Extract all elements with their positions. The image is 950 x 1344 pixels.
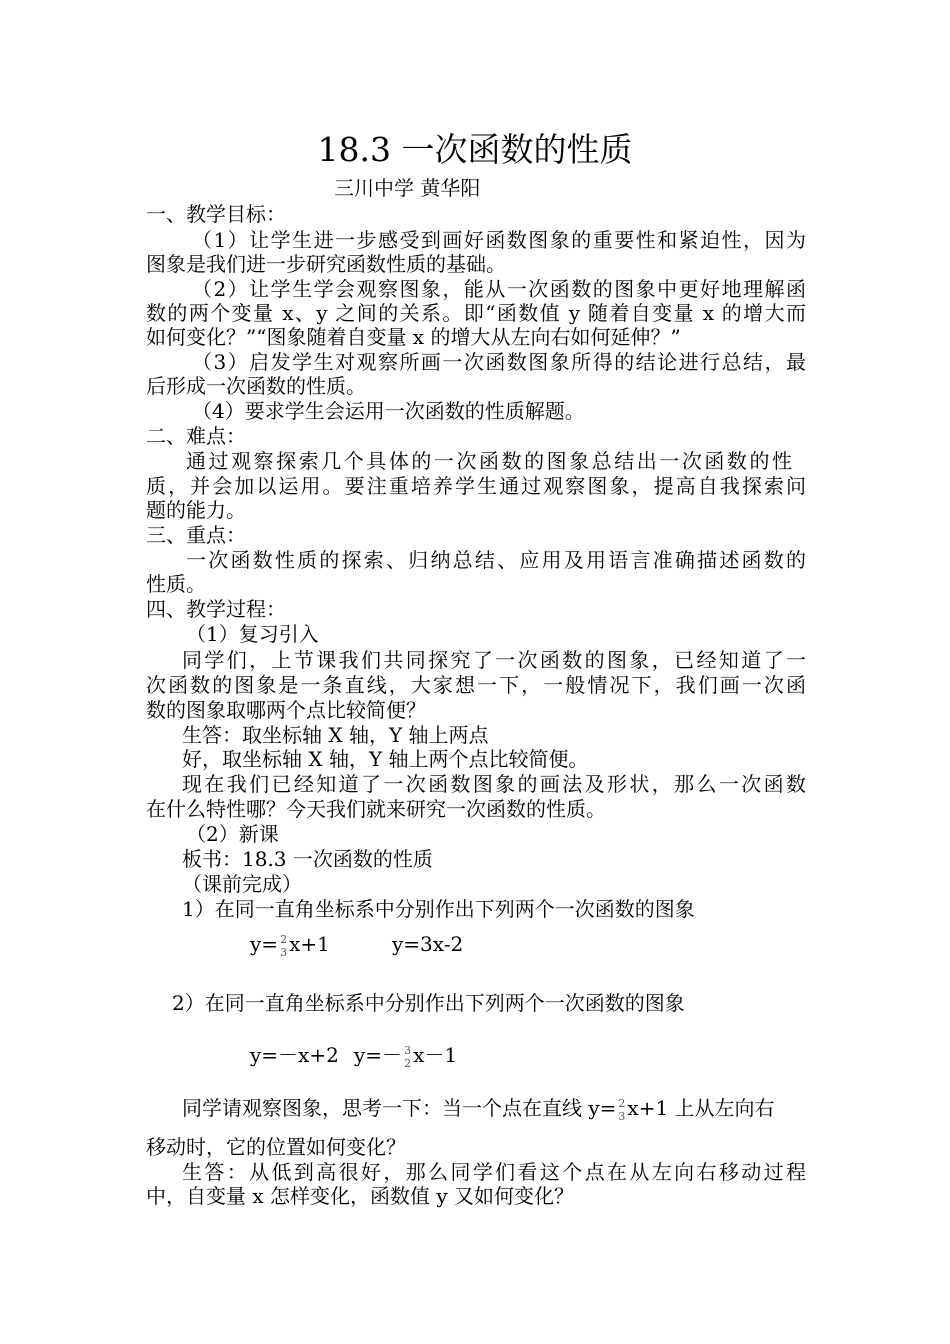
equation-1b: y=3x-2 (392, 932, 464, 956)
text-line: 生答：取坐标轴 X 轴，Y 轴上两点 (182, 723, 489, 747)
text-line: （2）让学生学会观察图象，能从一次函数的图象中更好地理解函 (192, 277, 806, 301)
text-line: 数的图象取哪两个点比较简便？ (146, 698, 426, 722)
fraction-numerator: 2 (618, 1096, 626, 1110)
observation-text: x+1 上从左向右 (627, 1096, 775, 1120)
fraction-denominator: 3 (618, 1109, 626, 1123)
text-line: （3）启发学生对观察所画一次函数图象所得的结论进行总结，最 (192, 350, 806, 374)
equation-text: y=－ (354, 1043, 403, 1067)
text-line: （1）让学生进一步感受到画好函数图象的重要性和紧迫性，因为 (192, 228, 806, 252)
equation-text: x+1 (289, 932, 330, 956)
text-line: 如何变化？”“图象随着自变量 x 的增大从左向右如何延伸？” (146, 325, 681, 349)
text-line: 现在我们已经知道了一次函数图象的画法及形状，那么一次函数 (182, 772, 806, 796)
section-heading-process: 四、教学过程： (146, 597, 286, 621)
text-line: 题的能力。 (146, 498, 246, 522)
text-line: 通过观察探索几个具体的一次函数的图象总结出一次函数的性 (186, 449, 792, 473)
text-line: 生答：从低到高很好，那么同学们看这个点在从左向右移动过程 (182, 1160, 806, 1184)
text-line: 数的两个变量 x、y 之间的关系。即“函数值 y 随着自变量 x 的增大而 (146, 301, 806, 325)
page-title: 18.3 一次函数的性质 (317, 130, 633, 169)
observation-text: 同学请观察图象，思考一下：当一个点在直线 y= (182, 1096, 617, 1120)
text-line: 移动时，它的位置如何变化？ (146, 1135, 406, 1159)
equation-2a: y=－x+2 (250, 1043, 339, 1067)
text-line: 1）在同一直角坐标系中分别作出下列两个一次函数的图象 (182, 897, 695, 921)
text-line: 板书：18.3 一次函数的性质 (182, 847, 433, 871)
section-heading-difficulty: 二、难点： (146, 424, 246, 448)
text-line: 次函数的图象是一条直线，大家想一下，一般情况下，我们画一次函 (146, 673, 806, 697)
fraction-numerator: 3 (404, 1043, 412, 1057)
section-heading-goals: 一、教学目标： (146, 202, 286, 226)
subsection-heading: （2）新课 (186, 822, 279, 846)
fraction-denominator: 3 (280, 945, 288, 959)
fraction (404, 1044, 411, 1070)
equation-text: y= (250, 932, 279, 956)
subsection-heading: （1）复习引入 (186, 622, 319, 646)
text-line: 图象是我们进一步研究函数性质的基础。 (146, 252, 506, 276)
text-line: 中，自变量 x 怎样变化，函数值 y 又如何变化？ (146, 1184, 575, 1208)
equation-2b (354, 1043, 457, 1070)
text-line: 好，取坐标轴 X 轴，Y 轴上两个点比较简便。 (182, 747, 589, 771)
text-line: 一次函数性质的探索、归纳总结、应用及用语言准确描述函数的 (186, 548, 806, 572)
fraction-numerator: 2 (280, 932, 288, 946)
text-line: （课前完成） (182, 872, 302, 896)
text-line: 同学们，上节课我们共同探究了一次函数的图象，已经知道了一 (182, 648, 806, 672)
fraction (280, 933, 287, 959)
text-line: （4）要求学生会运用一次函数的性质解题。 (192, 399, 585, 423)
fraction-denominator: 2 (404, 1056, 412, 1070)
section-heading-key-points: 三、重点： (146, 523, 246, 547)
text-line: 质，并会加以运用。要注重培养学生通过观察图象，提高自我探索问 (146, 474, 806, 498)
text-line: 性质。 (146, 572, 206, 596)
text-line: 后形成一次函数的性质。 (146, 374, 366, 398)
observation-line (182, 1096, 775, 1123)
equation-1a (250, 932, 330, 959)
author-line: 三川中学 黄华阳 (334, 176, 481, 200)
text-line: 在什么特性哪？今天我们就来研究一次函数的性质。 (146, 797, 606, 821)
equation-text: x－1 (413, 1043, 458, 1067)
fraction (618, 1097, 625, 1123)
text-line: 2）在同一直角坐标系中分别作出下列两个一次函数的图象 (172, 991, 685, 1015)
